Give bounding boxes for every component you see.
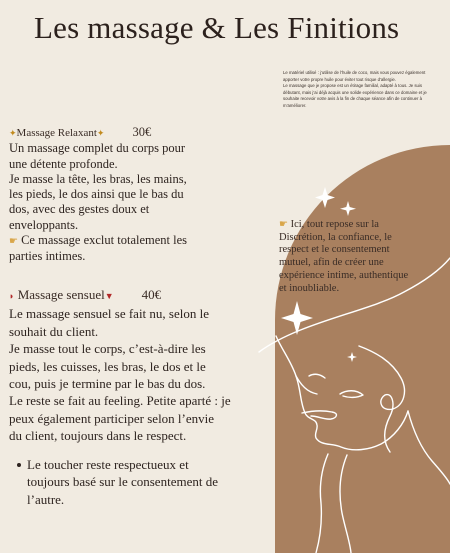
relaxant-description-line: enveloppants. (9, 217, 79, 232)
massage-sensuel-heading (9, 286, 277, 305)
relaxant-description-line: Je masse la tête, les bras, les mains, (9, 171, 187, 186)
relaxant-note-line: parties intimes. (9, 249, 86, 264)
bullet-line: Le toucher reste respectueux et (27, 457, 189, 472)
wine-glass-icon: ▼ (104, 291, 114, 301)
massage-relaxant-price: 30€ (132, 125, 152, 139)
intro-paragraph-material: Le matériel utilisé : j’utilise de l’huile de coco, mais vous pouvez également apporter votre propre huile pour éviter tout risque d’allergie. (283, 70, 426, 82)
sensuel-description-line: souhait du client. (9, 323, 99, 339)
discretion-line: respect et le consentement (279, 244, 390, 256)
sensuel-description-line: Le massage sensuel se fait nu, selon le (9, 306, 209, 322)
relaxant-description-line: les pieds, le dos ainsi que le bas du (9, 187, 184, 202)
discretion-text (279, 219, 429, 295)
relaxant-description-line: Un massage complet du corps pour (9, 141, 186, 156)
pointing-hand-icon: ☛ (279, 219, 288, 230)
massage-relaxant-section (9, 125, 279, 265)
sensuel-description-line: peux également participer selon l’envie (9, 410, 215, 426)
bullet-line: toujours basé sur le consentement de (27, 474, 218, 490)
pointing-hand-icon: ☛ (9, 236, 18, 248)
intro-paragraph-experience: Le massage que je propose est un étirage familial, adapté à tous. Je suis débutant, mais j’ai déjà acquis une solide expérience dans ce domaine et je souhaite recevoir votre avis à la fin de chaque séance afin de continuer à m’améliorer. (283, 83, 427, 108)
page-title: Les massage & Les Finitions (34, 10, 400, 45)
massage-sensuel-price: 40€ (141, 287, 162, 302)
sensuel-description-line: cou, puis je termine par le bas du dos. (9, 376, 206, 392)
respect-bullet (17, 456, 257, 508)
discretion-line: Discrétion, la confiance, le (279, 231, 392, 243)
sensuel-description-line: pieds, les cuisses, les bras, le dos et le (9, 358, 206, 374)
massage-sensuel-section (9, 286, 277, 445)
sensuel-description-line: du client, toujours dans le respect. (9, 428, 187, 444)
sparkles-icon: ✦ (9, 128, 17, 138)
relaxant-description-line: une détente profonde. (9, 156, 118, 171)
relaxant-note: ☛ Ce massage exclut totalement les (9, 233, 279, 249)
sensuel-description-line: Je masse tout le corps, c’est-à-dire les (9, 341, 206, 357)
discretion-line: ☛ Ici, tout repose sur la (279, 219, 379, 230)
discretion-line: et inoubliable. (279, 282, 340, 294)
massage-relaxant-heading (9, 125, 279, 141)
discretion-line: mutuel, afin de créer une (279, 257, 384, 269)
bullet-dot (17, 463, 21, 467)
massage-sensuel-label: Massage sensuel (17, 287, 105, 302)
massage-relaxant-label: Massage Relaxant (16, 127, 97, 139)
sensuel-description-line: Le reste se fait au feeling. Petite aparté : je (9, 393, 231, 409)
discretion-line: expérience intime, authentique (279, 269, 409, 281)
wine-glass-icon: ◗ (9, 291, 15, 301)
relaxant-description-line: dos, avec des gestes doux et (9, 202, 150, 217)
bullet-line: l’autre. (27, 491, 65, 507)
sparkles-icon: ✦ (96, 128, 105, 138)
